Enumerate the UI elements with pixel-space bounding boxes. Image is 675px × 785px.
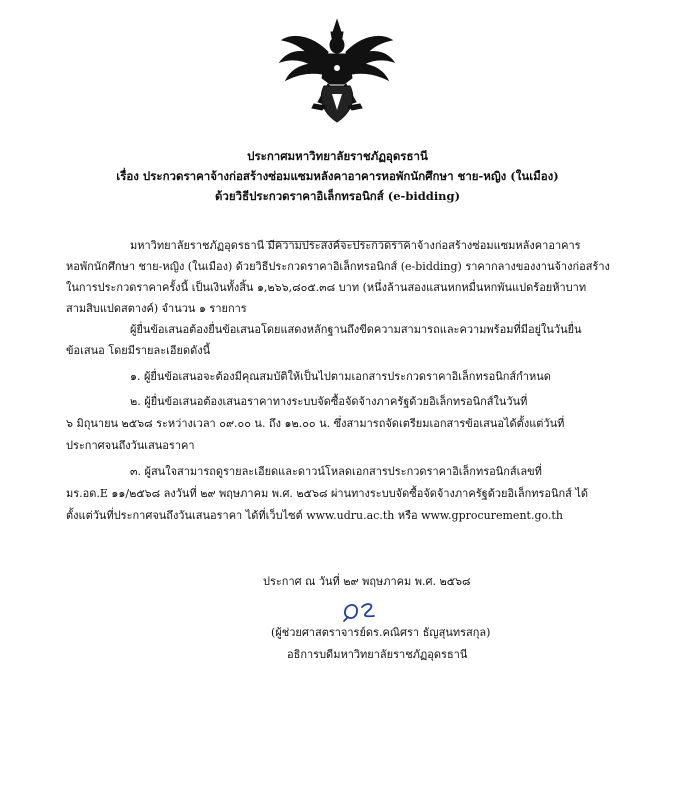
signatory-name: (ผู้ช่วยศาสตราจารย์ดร.คณิศรา ธัญสุนทรสกุล) xyxy=(271,626,491,639)
handwritten-signature-icon xyxy=(338,597,382,623)
paragraph-2-line-2: ข้อเสนอ โดยมีรายละเอียดดังนี้ xyxy=(66,344,211,357)
announcement-date: ประกาศ ณ วันที่ ๒๙ พฤษภาคม พ.ศ. ๒๕๖๘ xyxy=(263,575,471,588)
announcement-heading xyxy=(20,146,655,206)
garuda-emblem-icon xyxy=(278,18,396,126)
item-2-line-2: ๖ มิถุนายน ๒๕๖๘ ระหว่างเวลา ๐๙.๐๐ น. ถึง ๑๒.๐๐ น. ซึ่งสามารถจัดเตรียมเอกสารข้อเสนอได้ตั้งแต่วันที่ xyxy=(66,417,565,430)
announcement-subject: เรื่อง ประกวดราคาจ้างก่อสร้างซ่อมแซมหลังคาอาคารหอพักนักศึกษา ชาย-หญิง (ในเมือง) xyxy=(116,169,559,183)
item-2-line-1: ๒. ผู้ยื่นข้อเสนอต้องเสนอราคาทางระบบจัดซื้อจัดจ้างภาครัฐด้วยอิเล็กทรอนิกส์ในวันที่ xyxy=(130,395,528,408)
paragraph-1-line-2: หอพักนักศึกษา ชาย-หญิง (ในเมือง) ด้วยวิธีประกวดราคาอิเล็กทรอนิกส์ (e-bidding) ราคากลางของงานจ้างก่อสร้าง xyxy=(66,260,610,273)
item-2-line-3: ประกาศจนถึงวันเสนอราคา xyxy=(66,439,195,452)
paragraph-2-line-1: ผู้ยื่นข้อเสนอต้องยื่นข้อเสนอโดยแสดงหลักฐานถึงขีดความสามารถและความพร้อมที่มีอยู่ในวันยื่น xyxy=(130,323,582,336)
signatory-position: อธิการบดีมหาวิทยาลัยราชภัฏอุดรธานี xyxy=(287,648,468,661)
item-3-line-2: มร.อด.E ๑๑/๒๕๖๘ ลงวันที่ ๒๙ พฤษภาคม พ.ศ. ๒๕๖๘ ผ่านทางระบบจัดซื้อจัดจ้างภาครัฐด้วยอิเล็กทรอนิกส์ ได้ xyxy=(66,487,589,500)
item-1-line-1: ๑. ผู้ยื่นข้อเสนอจะต้องมีคุณสมบัติให้เป็นไปตามเอกสารประกวดราคาอิเล็กทรอนิกส์กำหนด xyxy=(130,370,551,383)
announcement-method: ด้วยวิธีประกวดราคาอิเล็กทรอนิกส์ (e-bidding) xyxy=(214,189,461,203)
paragraph-1-line-3: ในการประกวดราคาครั้งนี้ เป็นเงินทั้งสิ้น ๑,๒๖๖,๘๐๕.๓๘ บาท (หนึ่งล้านสองแสนหกหมื่นหกพันแปดร้อยห้าบาท xyxy=(66,281,587,294)
paragraph-1-line-1: มหาวิทยาลัยราชภัฏอุดรธานี มีความประสงค์จะประกวดราคาจ้างก่อสร้างซ่อมแซมหลังคาอาคาร xyxy=(130,239,581,252)
paragraph-1-line-4: สามสิบแปดสตางค์) จำนวน ๑ รายการ xyxy=(66,302,247,315)
announcement-issuer: ประกาศมหาวิทยาลัยราชภัฏอุดรธานี xyxy=(247,149,428,163)
item-3-line-3: ตั้งแต่วันที่ประกาศจนถึงวันเสนอราคา ได้ที่เว็บไซต์ www.udru.ac.th หรือ www.gprocurement.go.th xyxy=(66,509,563,522)
item-3-line-1: ๓. ผู้สนใจสามารถดูรายละเอียดและดาวน์โหลดเอกสารประกวดราคาอิเล็กทรอนิกส์เลขที่ xyxy=(130,465,542,478)
